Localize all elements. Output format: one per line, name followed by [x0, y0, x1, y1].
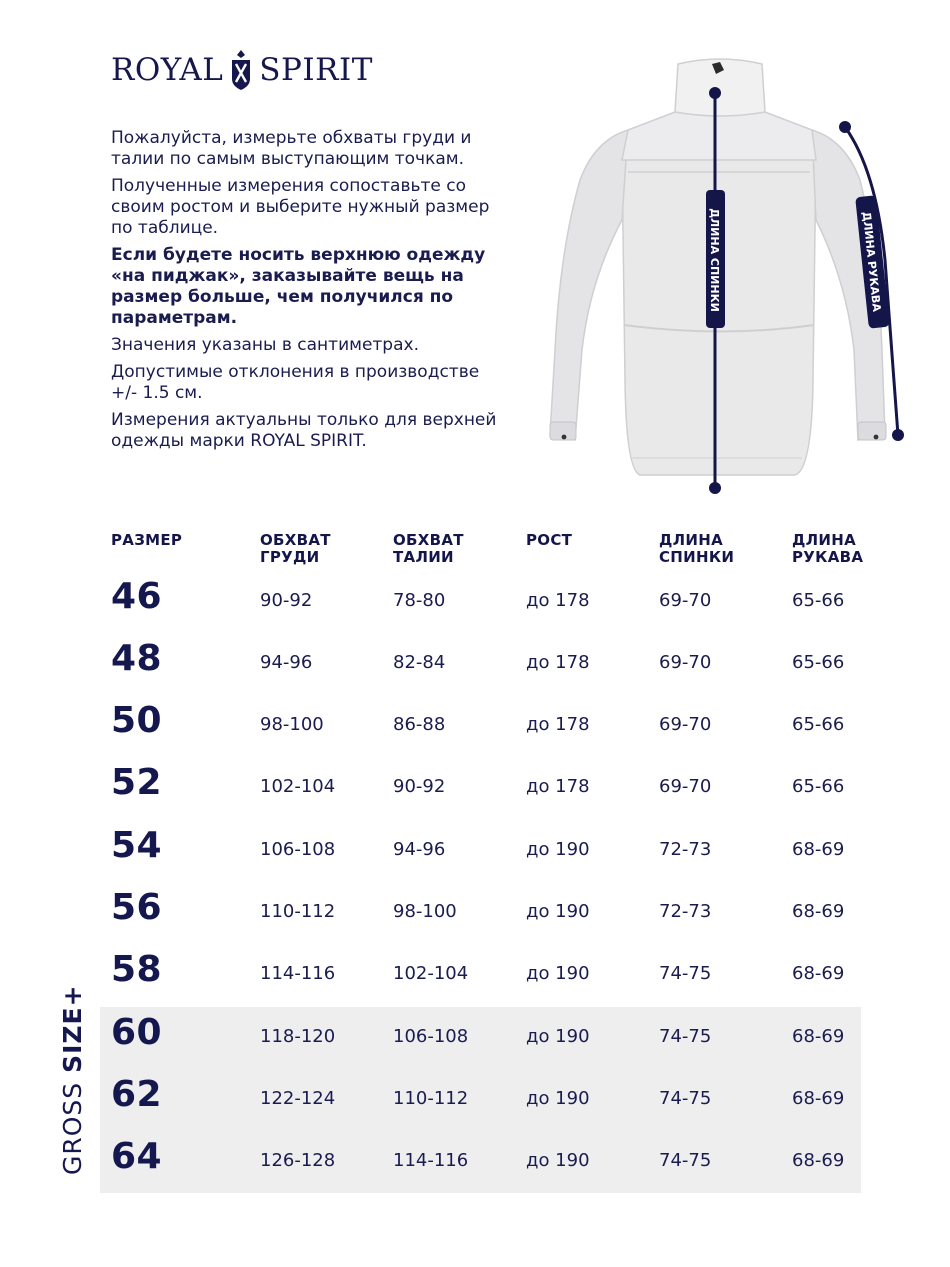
- size-value: 48: [111, 638, 163, 679]
- sleeve-length-value: 65-66: [792, 652, 845, 673]
- sleeve-length-value: 65-66: [792, 776, 845, 797]
- waist-value: 110-112: [393, 1088, 469, 1109]
- back-length-value: 74-75: [659, 963, 712, 984]
- header-sleeve-length: ДЛИНА РУКАВА: [792, 531, 864, 566]
- table-row: [0, 1070, 950, 1132]
- instruction-1: Пожалуйста, измерьте обхваты груди и талии по самым выступающим точкам.: [111, 128, 472, 169]
- instruction-6: Измерения актуальны только для верхней одежды марки ROYAL SPIRIT.: [111, 410, 497, 451]
- waist-value: 94-96: [393, 839, 446, 860]
- size-value: 54: [111, 825, 163, 866]
- waist-value: 98-100: [393, 901, 457, 922]
- brand-name-right: SPIRIT: [259, 52, 373, 88]
- back-length-value: 72-73: [659, 839, 712, 860]
- chest-value: 118-120: [260, 1026, 336, 1047]
- table-row: [0, 883, 950, 945]
- instructions: [111, 128, 501, 458]
- header-waist: ОБХВАТ ТАЛИИ: [393, 531, 464, 566]
- gross-size-light: GROSS: [58, 1072, 87, 1175]
- chest-value: 114-116: [260, 963, 336, 984]
- crest-icon: [229, 49, 253, 91]
- chest-value: 106-108: [260, 839, 336, 860]
- height-value: до 178: [526, 652, 590, 673]
- height-value: до 178: [526, 590, 590, 611]
- chest-value: 94-96: [260, 652, 313, 673]
- instruction-4: Значения указаны в сантиметрах.: [111, 335, 419, 355]
- instruction-2: Полученные измерения сопоставьте со своим ростом и выберите нужный размер по таблице.: [111, 176, 490, 238]
- table-row: [0, 634, 950, 696]
- back-length-value: 74-75: [659, 1026, 712, 1047]
- sleeve-length-value: 65-66: [792, 714, 845, 735]
- height-value: до 190: [526, 1026, 590, 1047]
- size-value: 52: [111, 762, 163, 803]
- height-value: до 190: [526, 963, 590, 984]
- sleeve-length-value: 68-69: [792, 1150, 845, 1171]
- brand-logo: [111, 48, 373, 92]
- table-row: [0, 572, 950, 634]
- back-length-value: 72-73: [659, 901, 712, 922]
- back-length-value: 69-70: [659, 590, 712, 611]
- height-value: до 178: [526, 776, 590, 797]
- waist-value: 82-84: [393, 652, 446, 673]
- sleeve-length-value: 68-69: [792, 1026, 845, 1047]
- size-value: 64: [111, 1136, 163, 1177]
- instruction-3: Если будете носить верхнюю одежду «на пиджак», заказывайте вещь на размер больше, чем получился по параметрам.: [111, 245, 486, 328]
- table-row: [0, 945, 950, 1007]
- chest-value: 98-100: [260, 714, 324, 735]
- size-value: 58: [111, 949, 163, 990]
- size-value: 62: [111, 1074, 163, 1115]
- instruction-5: Допустимые отклонения в производстве +/- 1.5 см.: [111, 362, 480, 403]
- waist-value: 86-88: [393, 714, 446, 735]
- height-value: до 190: [526, 1150, 590, 1171]
- table-row: [0, 821, 950, 883]
- chest-value: 126-128: [260, 1150, 336, 1171]
- height-value: до 190: [526, 901, 590, 922]
- size-value: 56: [111, 887, 163, 928]
- size-value: 60: [111, 1012, 163, 1053]
- header-chest: ОБХВАТ ГРУДИ: [260, 531, 331, 566]
- chest-value: 102-104: [260, 776, 336, 797]
- sleeve-length-value: 68-69: [792, 963, 845, 984]
- back-length-value: 69-70: [659, 714, 712, 735]
- waist-value: 114-116: [393, 1150, 469, 1171]
- table-row: [0, 1132, 950, 1194]
- chest-value: 122-124: [260, 1088, 336, 1109]
- brand-name-left: ROYAL: [111, 52, 224, 88]
- height-value: до 190: [526, 839, 590, 860]
- back-length-value: 74-75: [659, 1150, 712, 1171]
- size-value: 50: [111, 700, 163, 741]
- table-header: [111, 532, 871, 572]
- back-length-value: 69-70: [659, 652, 712, 673]
- height-value: до 190: [526, 1088, 590, 1109]
- sleeve-length-value: 68-69: [792, 901, 845, 922]
- waist-value: 78-80: [393, 590, 446, 611]
- sleeve-length-value: 68-69: [792, 839, 845, 860]
- header-size: РАЗМЕР: [111, 531, 183, 549]
- jacket-diagram: [540, 50, 920, 500]
- chest-value: 90-92: [260, 590, 313, 611]
- back-length-label: ДЛИНА СПИНКИ: [708, 208, 721, 312]
- height-value: до 178: [526, 714, 590, 735]
- waist-value: 106-108: [393, 1026, 469, 1047]
- gross-size-bold: SIZE+: [58, 984, 87, 1073]
- sleeve-length-value: 65-66: [792, 590, 845, 611]
- back-length-value: 69-70: [659, 776, 712, 797]
- sleeve-length-value: 68-69: [792, 1088, 845, 1109]
- table-row: [0, 1008, 950, 1070]
- header-back-length: ДЛИНА СПИНКИ: [659, 531, 735, 566]
- chest-value: 110-112: [260, 901, 336, 922]
- sleeve-length-label: ДЛИНА РУКАВА: [859, 210, 884, 313]
- table-row: [0, 758, 950, 820]
- waist-value: 102-104: [393, 963, 469, 984]
- header-height: РОСТ: [526, 531, 573, 549]
- back-length-value: 74-75: [659, 1088, 712, 1109]
- size-value: 46: [111, 576, 163, 617]
- table-row: [0, 696, 950, 758]
- waist-value: 90-92: [393, 776, 446, 797]
